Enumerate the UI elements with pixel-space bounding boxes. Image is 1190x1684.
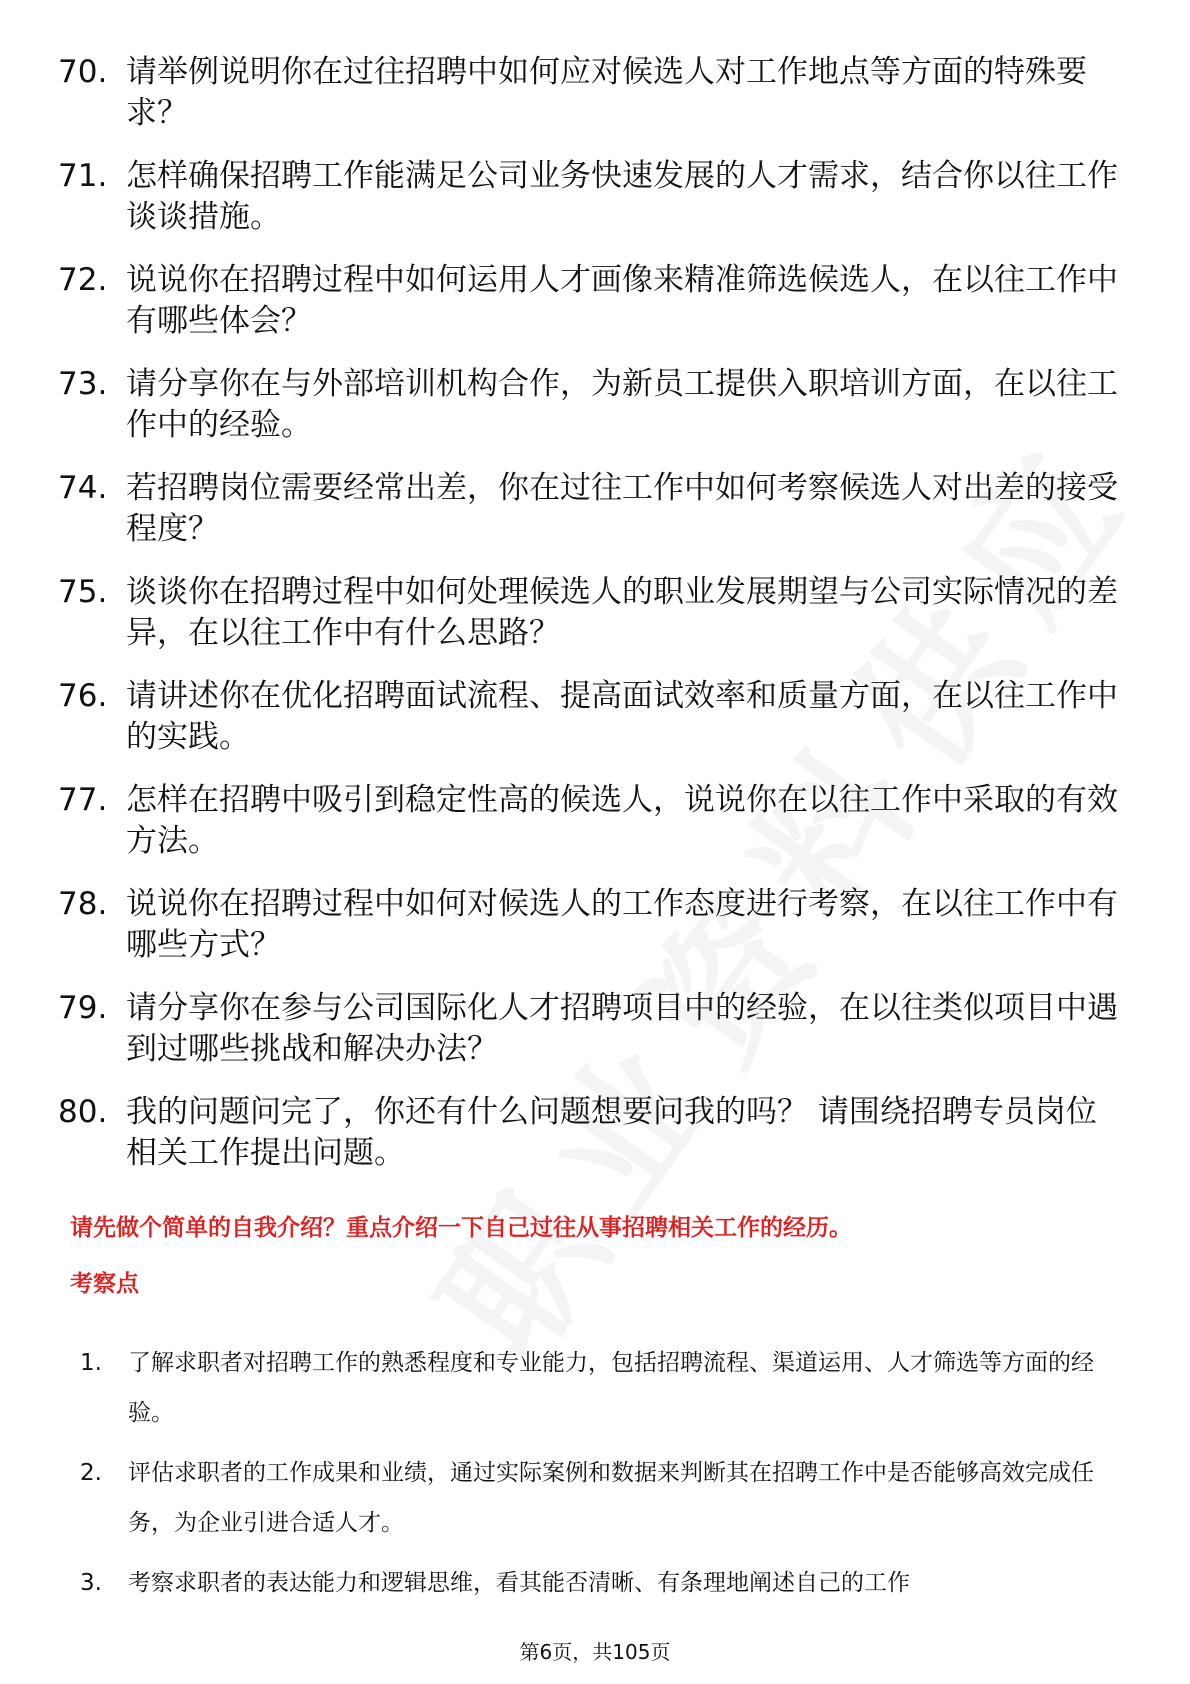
point-text: 考察求职者的表达能力和逻辑思维，看其能否清晰、有条理地阐述自己的工作 (128, 1570, 910, 1596)
question-text: 请讲述你在优化招聘面试流程、提高面试效率和质量方面，在以往工作中的实践。 (126, 678, 1118, 755)
question-text: 怎样在招聘中吸引到稳定性高的候选人，说说你在以往工作中采取的有效方法。 (126, 782, 1118, 859)
question-text: 请分享你在参与公司国际化人才招聘项目中的经验，在以往类似项目中遇到过哪些挑战和解决办法？ (126, 990, 1118, 1067)
question-number: 80. (58, 1094, 108, 1130)
question-number: 71. (58, 158, 108, 194)
point-item (80, 1558, 1130, 1608)
question-number: 76. (58, 678, 108, 714)
question-text: 谈谈你在招聘过程中如何处理候选人的职业发展期望与公司实际情况的差异，在以往工作中有什么思路？ (126, 574, 1118, 651)
question-list (58, 52, 1118, 1196)
question-item (58, 364, 1118, 446)
points-list (80, 1338, 1130, 1618)
question-item (58, 52, 1118, 134)
question-item (58, 572, 1118, 654)
question-item (58, 884, 1118, 966)
point-text: 评估求职者的工作成果和业绩，通过实际案例和数据来判断其在招聘工作中是否能够高效完成任务，为企业引进合适人才。 (128, 1460, 1094, 1536)
point-number: 1. (80, 1350, 102, 1376)
question-number: 77. (58, 782, 108, 818)
point-item (80, 1448, 1130, 1548)
question-number: 72. (58, 262, 108, 298)
question-number: 75. (58, 574, 108, 610)
question-text: 请分享你在与外部培训机构合作，为新员工提供入职培训方面，在以往工作中的经验。 (126, 366, 1118, 443)
point-item (80, 1338, 1130, 1438)
points-label: 考察点 (70, 1271, 139, 1297)
question-text: 说说你在招聘过程中如何运用人才画像来精准筛选候选人，在以往工作中有哪些体会？ (126, 262, 1118, 339)
question-number: 78. (58, 886, 108, 922)
point-number: 2. (80, 1460, 102, 1486)
page-footer: 第6页，共105页 (519, 1640, 671, 1664)
question-item (58, 156, 1118, 238)
question-text: 怎样确保招聘工作能满足公司业务快速发展的人才需求，结合你以往工作谈谈措施。 (126, 158, 1118, 235)
question-number: 79. (58, 990, 108, 1026)
question-item (58, 988, 1118, 1070)
question-text: 说说你在招聘过程中如何对候选人的工作态度进行考察，在以往工作中有哪些方式？ (126, 886, 1118, 963)
question-text: 若招聘岗位需要经常出差，你在过往工作中如何考察候选人对出差的接受程度？ (126, 470, 1118, 547)
question-item (58, 1092, 1118, 1174)
question-item (58, 780, 1118, 862)
question-number: 73. (58, 366, 108, 402)
question-item (58, 468, 1118, 550)
question-item (58, 260, 1118, 342)
question-item (58, 676, 1118, 758)
question-number: 74. (58, 470, 108, 506)
question-text: 我的问题问完了，你还有什么问题想要问我的吗？ 请围绕招聘专员岗位相关工作提出问题。 (126, 1094, 1097, 1171)
point-number: 3. (80, 1570, 102, 1596)
section-title: 请先做个简单的自我介绍？重点介绍一下自己过往从事招聘相关工作的经历。 (70, 1215, 852, 1241)
point-text: 了解求职者对招聘工作的熟悉程度和专业能力，包括招聘流程、渠道运用、人才筛选等方面的经验。 (128, 1350, 1094, 1426)
question-text: 请举例说明你在过往招聘中如何应对候选人对工作地点等方面的特殊要求？ (126, 54, 1087, 131)
question-number: 70. (58, 54, 108, 90)
